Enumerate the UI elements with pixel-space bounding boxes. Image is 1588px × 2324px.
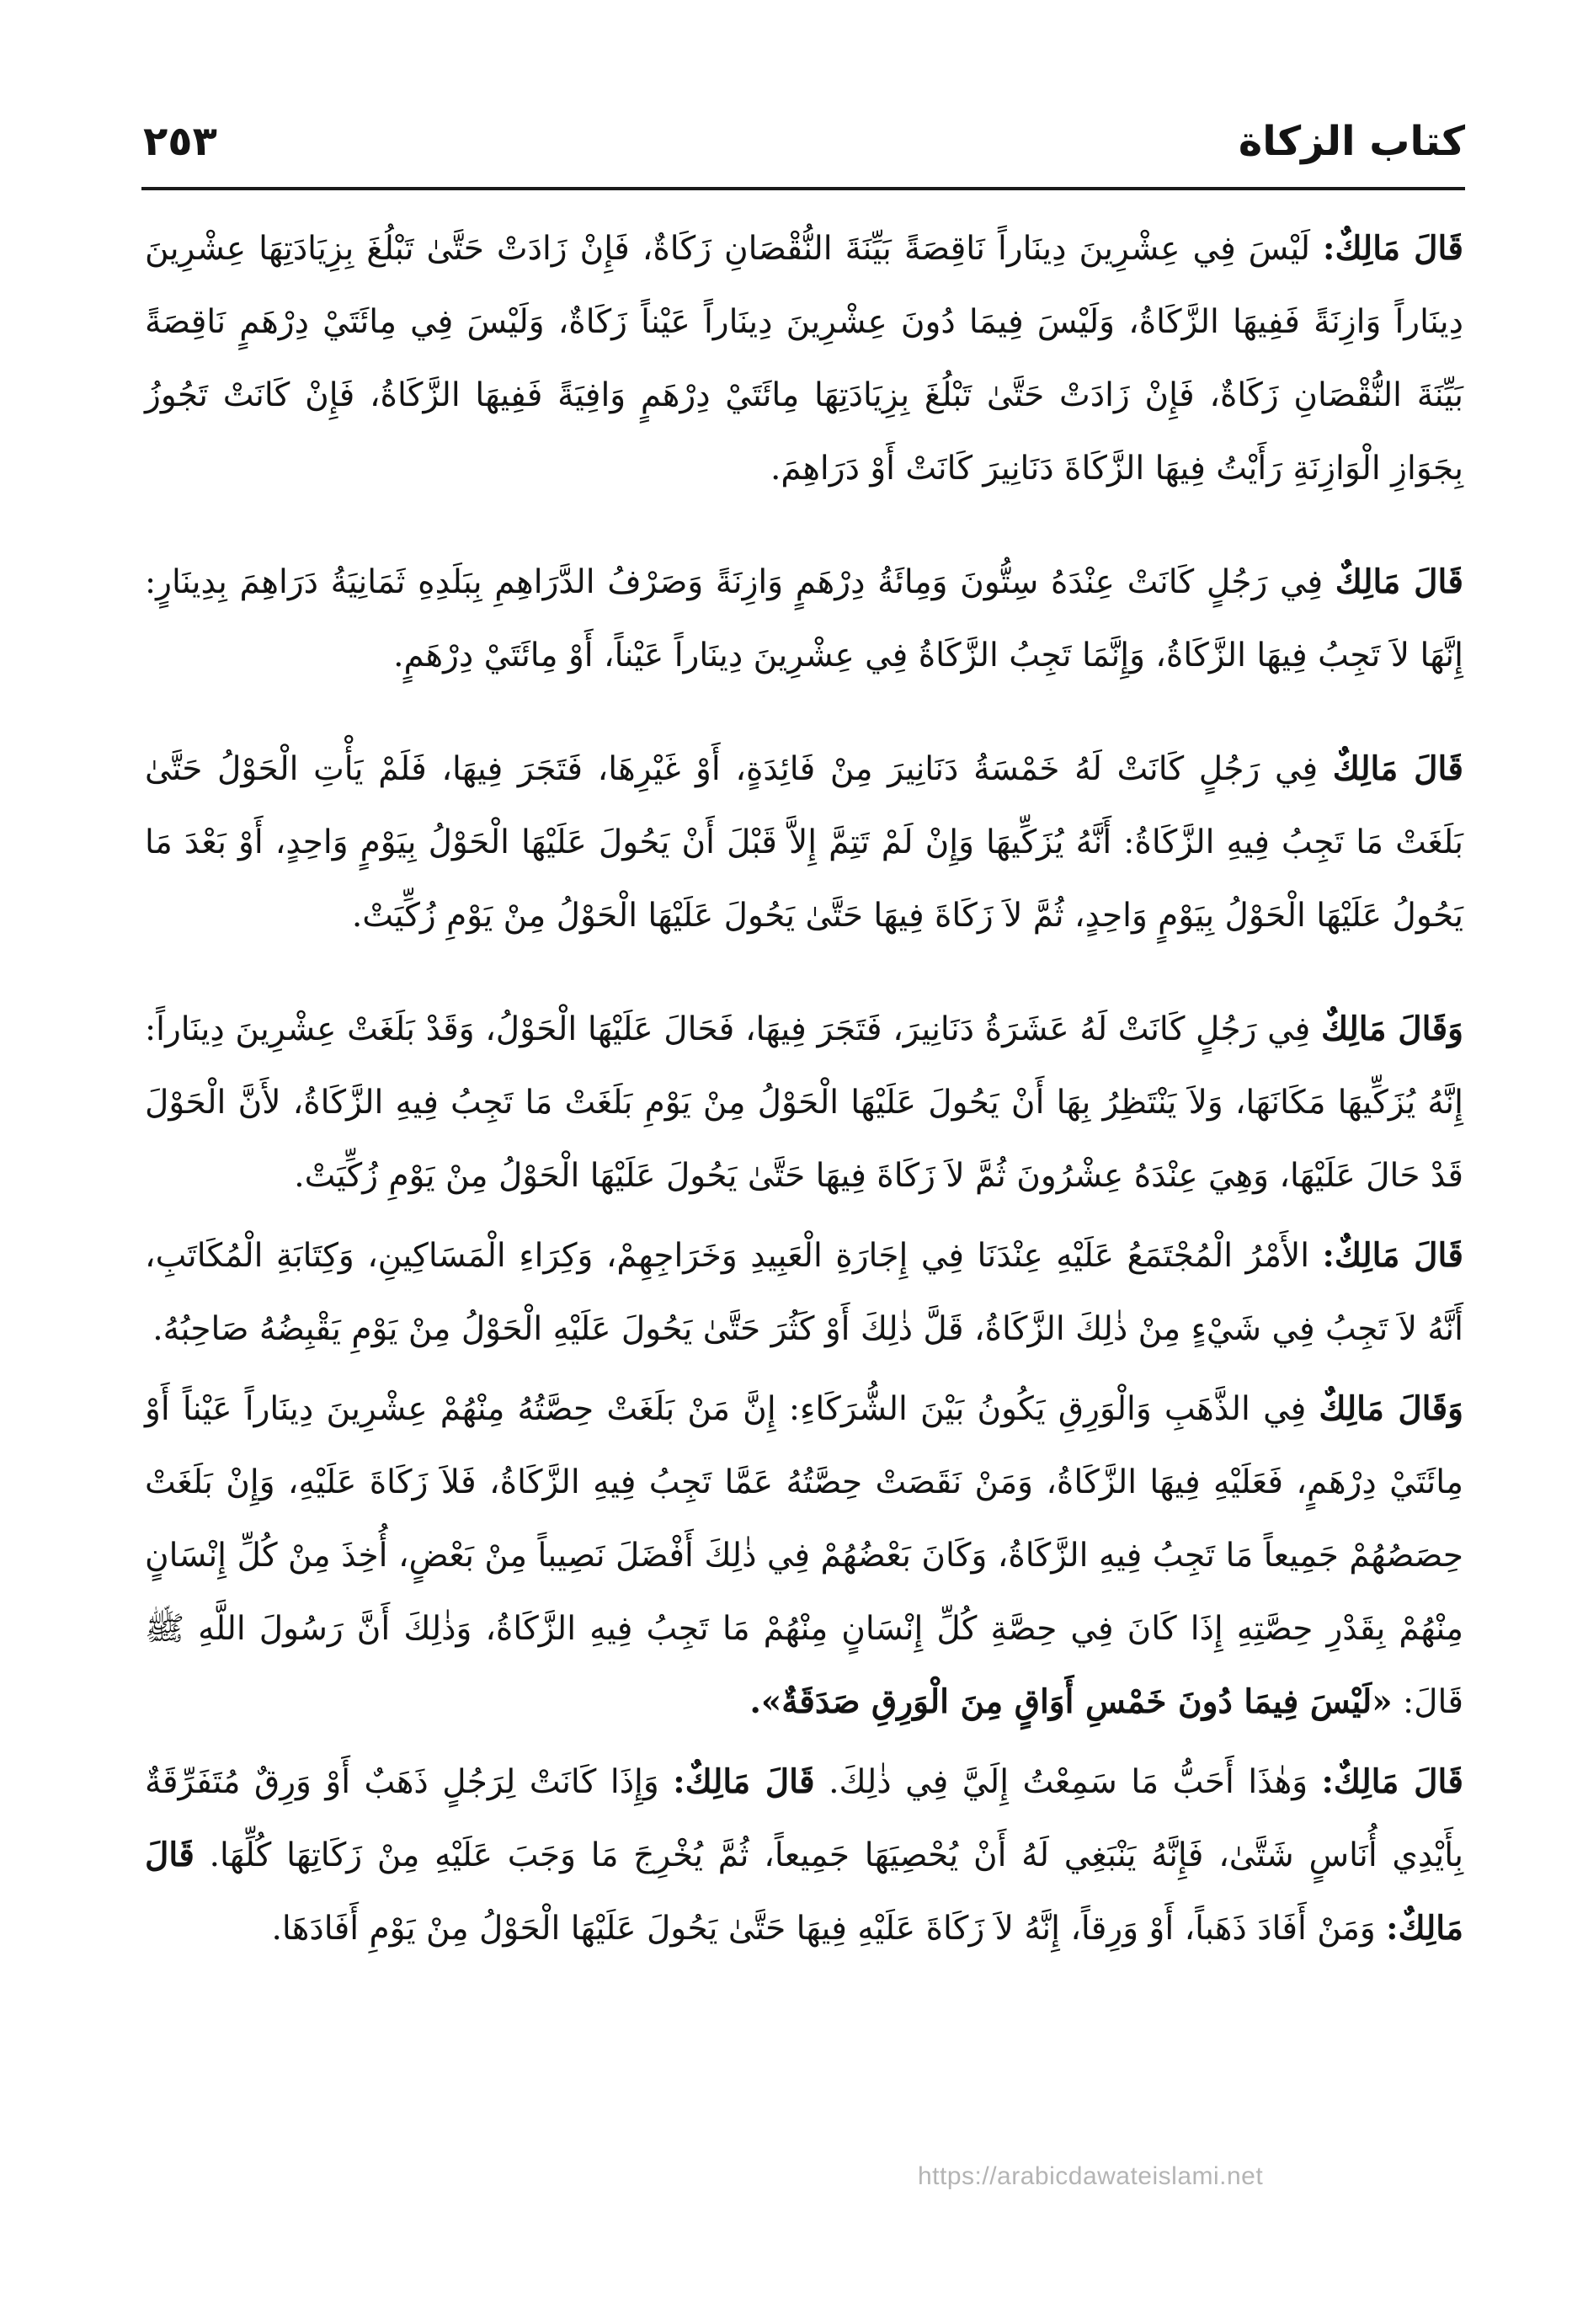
- paragraph-lead: وَقَالَ مَالِكٌ: [1320, 1010, 1463, 1048]
- paragraph-text: فِي رَجُلٍ كَانَتْ لَهُ خَمْسَةُ دَنَانِيرَ مِنْ فَائِدَةٍ، أَوْ غَيْرِهَا، فَتَجَرَ فِيهَا، فَلَمْ يَأْتِ الْحَوْلُ حَتَّىٰ بَلَغَتْ مَا تَجِبُ فِيهِ الزَّكَاةُ: أَنَّهُ يُزَكِّيهَا وَإِنْ لَمْ تَتِمَّ إِلاَّ قَبْلَ أَنْ يَحُولَ عَلَيْهَا الْحَوْلُ بِيَوْمٍ وَاحِدٍ، أَوْ بَعْدَ مَا يَحُولُ عَلَيْهَا الْحَوْلُ بِيَوْمٍ وَاحِدٍ، ثُمَّ لاَ زَكَاةَ فِيهَا حَتَّىٰ يَحُولَ عَلَيْهَا الْحَوْلُ مِنْ يَوْمِ زُكِّيَتْ.: [145, 750, 1463, 935]
- paragraph-lead: قَالَ مَالِكٌ:: [1321, 1762, 1463, 1801]
- paragraph-lead: قَالَ مَالِكٌ:: [145, 1836, 1463, 1948]
- paragraph-text: فِي الذَّهَبِ وَالْوَرِقِ يَكُونُ بَيْنَ الشُّرَكَاءِ: إِنَّ مَنْ بَلَغَتْ حِصَّتُهُ مِنْهُمْ عِشْرِينَ دِينَاراً عَيْناً أَوْ مِائَتَيْ دِرْهَمٍ، فَعَلَيْهِ فِيهَا الزَّكَاةُ، وَمَنْ نَقَصَتْ حِصَّتُهُ عَمَّا تَجِبُ فِيهِ الزَّكَاةُ، فَلاَ زَكَاةَ عَلَيْهِ، وَإِنْ بَلَغَتْ حِصَصُهُمْ جَمِيعاً مَا تَجِبُ فِيهِ الزَّكَاةُ، وَكَانَ بَعْضُهُمْ فِي ذٰلِكَ أَفْضَلَ نَصِيباً مِنْ بَعْضٍ، أُخِذَ مِنْ كُلِّ إِنْسَانٍ مِنْهُمْ بِقَدْرِ حِصَّتِهِ إِذَا كَانَ فِي حِصَّةِ كُلِّ إِنْسَانٍ مِنْهُمْ مَا تَجِبُ فِيهِ الزَّكَاةُ، وَذٰلِكَ أَنَّ رَسُولَ اللَّهِ ﷺ قَالَ:: [145, 1390, 1463, 1721]
- paragraph: [145, 993, 1463, 1213]
- paragraph: [145, 1746, 1463, 1965]
- paragraph-text: وَهٰذَا أَحَبُّ مَا سَمِعْتُ إِلَيَّ فِي ذٰلِكَ.: [814, 1763, 1322, 1801]
- paragraph: [145, 546, 1463, 692]
- paragraph-lead: قَالَ مَالِكٌ: [1335, 562, 1463, 601]
- paragraph-lead: قَالَ مَالِكٌ: [1332, 749, 1463, 788]
- paragraph-text: فِي رَجُلٍ كَانَتْ لَهُ عَشَرَةُ دَنَانِيرَ، فَتَجَرَ فِيهَا، فَحَالَ عَلَيْهَا الْحَوْلُ، وَقَدْ بَلَغَتْ عِشْرِينَ دِينَاراً: إِنَّهُ يُزَكِّيهَا مَكَانَهَا، وَلاَ يَنْتَظِرُ بِهَا أَنْ يَحُولَ عَلَيْهَا الْحَوْلُ مِنْ يَوْمِ بَلَغَتْ مَا تَجِبُ فِيهِ الزَّكَاةُ، لأَنَّ الْحَوْلَ قَدْ حَالَ عَلَيْهَا، وَهِيَ عِنْدَهُ عِشْرُونَ ثُمَّ لاَ زَكَاةَ فِيهَا حَتَّىٰ يَحُولَ عَلَيْهَا الْحَوْلُ مِنْ يَوْمِ زُكِّيَتْ.: [145, 1010, 1463, 1195]
- paragraph-lead: قَالَ مَالِكٌ:: [1322, 1236, 1463, 1275]
- paragraph-text: فِي رَجُلٍ كَانَتْ عِنْدَهُ سِتُّونَ وَمِائَةُ دِرْهَمٍ وَازِنَةً وَصَرْفُ الدَّرَاهِمِ بِبَلَدِهِ ثَمَانِيَةُ دَرَاهِمَ بِدِينَارٍ: إِنَّهَا لاَ تَجِبُ فِيهَا الزَّكَاةُ، وَإِنَّمَا تَجِبُ الزَّكَاةُ فِي عِشْرِينَ دِينَاراً عَيْناً، أَوْ مِائَتَيْ دِرْهَمٍ.: [145, 563, 1463, 674]
- paragraph-lead: قَالَ مَالِكٌ:: [1323, 229, 1463, 268]
- watermark-url: https://arabicdawateislami.net: [918, 2162, 1264, 2190]
- chapter-title: كتاب الزكاة: [1238, 118, 1465, 165]
- paragraph-lead: وَقَالَ مَالِكٌ: [1319, 1389, 1464, 1428]
- paragraph-text: وَمَنْ أَفَادَ ذَهَباً، أَوْ وَرِقاً، إِنَّهُ لاَ زَكَاةَ عَلَيْهِ فِيهَا حَتَّىٰ يَحُولَ عَلَيْهَا الْحَوْلُ مِنْ يَوْمِ أَفَادَهَا.: [271, 1910, 1387, 1948]
- paragraph-text: الأَمْرُ الْمُجْتَمَعُ عَلَيْهِ عِنْدَنَا فِي إِجَارَةِ الْعَبِيدِ وَخَرَاجِهِمْ، وَكِرَاءِ الْمَسَاكِينِ، وَكِتَابَةِ الْمُكَاتَبِ، أَنَّهُ لاَ تَجِبُ فِي شَيْءٍ مِنْ ذٰلِكَ الزَّكَاةُ، قَلَّ ذٰلِكَ أَوْ كَثُرَ حَتَّىٰ يَحُولَ عَلَيْهِ الْحَوْلُ مِنْ يَوْمِ يَقْبِضُهُ صَاحِبُهُ.: [145, 1237, 1463, 1348]
- page-number: ٢٥٣: [143, 118, 217, 165]
- running-header: [143, 118, 1465, 194]
- paragraph-lead: قَالَ مَالِكٌ:: [673, 1762, 815, 1801]
- hadith-quote: «لَيْسَ فِيمَا دُونَ خَمْسِ أَوَاقٍ مِنَ الْوَرِقِ صَدَقَةٌ».: [749, 1682, 1393, 1721]
- header-rule: [141, 187, 1465, 190]
- paragraph: [145, 733, 1463, 952]
- paragraph-text: لَيْسَ فِي عِشْرِينَ دِينَاراً نَاقِصَةً بَيِّنَةَ النُّقْصَانِ زَكَاةٌ، فَإِنْ زَادَتْ حَتَّىٰ تَبْلُغَ بِزِيَادَتِهَا عِشْرِينَ دِينَاراً وَازِنَةً فَفِيهَا الزَّكَاةُ، وَلَيْسَ فِيمَا دُونَ عِشْرِينَ دِينَاراً عَيْناً زَكَاةٌ، وَلَيْسَ فِي مِائَتَيْ دِرْهَمٍ نَاقِصَةً بَيِّنَةَ النُّقْصَانِ زَكَاةٌ، فَإِنْ زَادَتْ حَتَّىٰ تَبْلُغَ بِزِيَادَتِهَا مِائَتَيْ دِرْهَمٍ وَافِيَةً فَفِيهَا الزَّكَاةُ، فَإِنْ كَانَتْ تَجُوزُ بِجَوَازِ الْوَازِنَةِ رَأَيْتُ فِيهَا الزَّكَاةَ دَنَانِيرَ كَانَتْ أَوْ دَرَاهِمَ.: [145, 230, 1463, 488]
- paragraph: [145, 1373, 1463, 1739]
- paragraph-text: وَإِذَا كَانَتْ لِرَجُلٍ ذَهَبٌ أَوْ وَرِقٌ مُتَفَرِّقَةٌ بِأَيْدِي أُنَاسٍ شَتَّىٰ، فَإِنَّهُ يَنْبَغِي لَهُ أَنْ يُحْصِيَهَا جَمِيعاً، ثُمَّ يُخْرِجَ مَا وَجَبَ عَلَيْهِ مِنْ زَكَاتِهَا كُلِّهَا.: [145, 1763, 1463, 1874]
- paragraph: [145, 1219, 1463, 1366]
- page-body: [145, 212, 1463, 1965]
- paragraph: [145, 212, 1463, 505]
